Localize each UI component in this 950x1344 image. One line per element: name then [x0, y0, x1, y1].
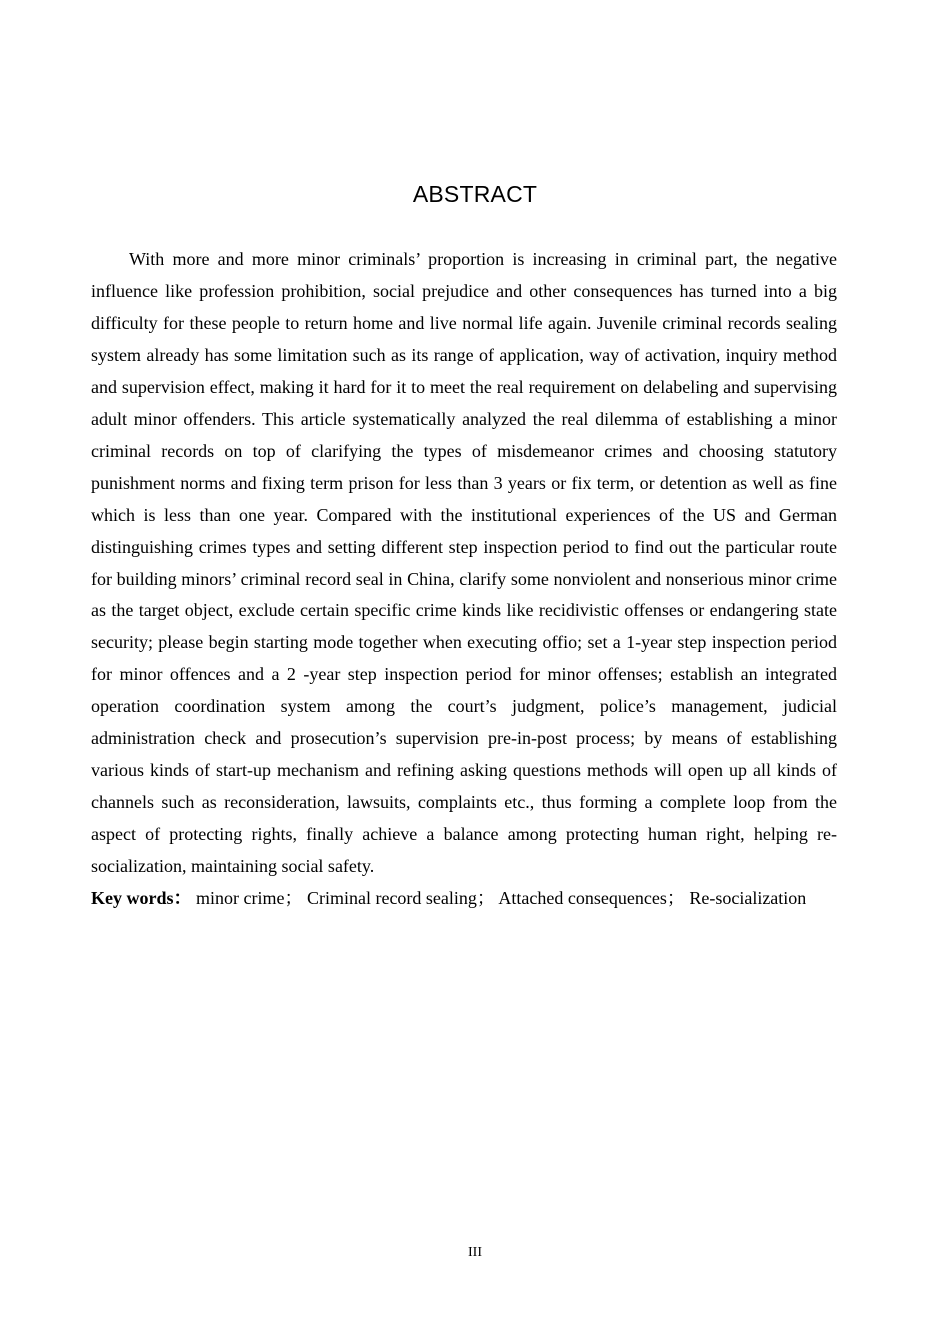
abstract-body [91, 244, 837, 915]
page-number: III [468, 1245, 482, 1260]
keywords-label: Key words： [91, 888, 192, 909]
keywords-line [91, 883, 837, 915]
abstract-title: ABSTRACT [412, 181, 538, 207]
abstract-paragraph: With more and more minor criminals’ proportion is increasing in criminal part, the negative influence like profession prohibition, social prejudice and other consequences has turned into a big difficulty for these people to return home and live normal life again. Juvenile criminal records sealing system already has some limitation such as its range of application, way of activation, inquiry method and supervision effect, making it hard for it to meet the real requirement on delabeling and supervising adult minor offenders. This article systematically analyzed the real dilemma of establishing a minor criminal records on top of clarifying the types of misdemeanor crimes and choosing statutory punishment norms and fixing term prison for less than 3 years or fix term, or detention as well as fine which is less than one year. Compared with the institutional experiences of the US and German distinguishing crimes types and setting different step inspection period to find out the particular route for building minors’ criminal record seal in China, clarify some nonviolent and nonserious minor crime as the target object, exclude certain specific crime kinds like recidivistic offenses or endangering state security; please begin starting mode together when executing offio; set a 1-year step inspection period for minor offences and a 2 -year step inspection period for minor offenses; establish an integrated operation coordination system among the court’s judgment, police’s management, judicial administration check and prosecution’s supervision pre-in-post process; by means of establishing various kinds of start-up mechanism and refining asking questions methods will open up all kinds of channels such as reconsideration, lawsuits, complaints etc., thus forming a complete loop from the aspect of protecting rights, finally achieve a balance among protecting human right, helping re-socialization, maintaining social safety. [91, 249, 837, 877]
keywords-text: minor crime； Criminal record sealing； Attached consequences； Re-socialization [196, 888, 807, 909]
